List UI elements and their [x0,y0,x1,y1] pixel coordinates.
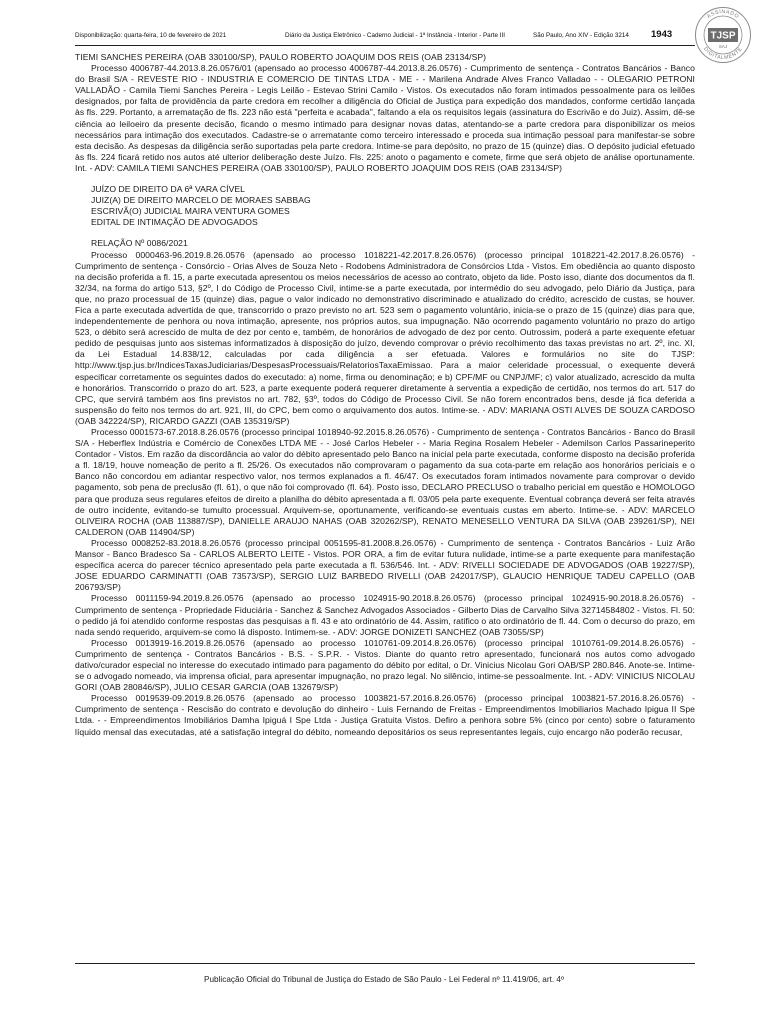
header-edition: São Paulo, Ano XIV - Edição 3214 [533,32,629,39]
svg-text:DIGITALMENTE: DIGITALMENTE [702,46,744,62]
svg-text:SAJ: SAJ [718,44,728,49]
header-journal: Diário da Justiça Eletrônico - Caderno Judicial - 1ª Instância - Interior - Parte III [285,32,506,39]
relacao-number: RELAÇÃO Nº 0086/2021 [91,238,188,249]
header-date: Disponibilização: quarta-feira, 10 de fevereiro de 2021 [75,32,227,39]
page-footer: Publicação Oficial do Tribunal de Justiça do Estado de São Paulo - Lei Federal nº 11.419/06, art. 4º [204,975,564,984]
process-entry: Processo 0013919-16.2019.8.26.0576 (apensado ao processo 1010761-09.2014.8.26.0576) (processo principal 1010761-09.2014.8.26.0576) - Cumprimento de sentença - Contratos Bancários - B.S. - S.P.R. - Vistos. Diante do quanto retro apresentado, funcionará nos autos como advogado dativo/curador especial no interesse do executado intimado para pagamento do débito por edital, o Dr. Vinicius Nicolau Gori OAB/SP 280.846. Anote-se. Intime-se o advogado nomeado, via imprensa oficial, para apresentar impugnação, no prazo legal. No silêncio, intime-se pessoalmente. Int. - ADV: VINICIUS NICOLAU GORI (OAB 280846/SP), JULIO CESAR GARCIA (OAB 132679/SP) [75,637,695,693]
document-body [75,52,695,957]
court-name: JUÍZO DE DIREITO DA 6ª VARA CÍVEL [91,184,245,195]
svg-text:ASSINADO: ASSINADO [706,8,740,21]
process-entry: Processo 0008252-83.2018.8.26.0576 (processo principal 0051595-81.2008.8.26.0576) - Cumprimento de sentença - Contratos Bancários - Luiz Arão Mansor - Banco Bradesco Sa - CARLOS ALBERTO LEITE - Vistos. POR ORA, a fim de evitar futura nulidade, intime-se a parte exequente para manifestação específica acerca do parecer técnico apresentado pela parte executada a fl. 536/546. Int. - ADV: RIVELLI SOCIEDADE DE ADVOGADOS (OAB 19227/SP), JOSE EDUARDO CARMINATTI (OAB 73573/SP), SERGIO LUIZ BARBEDO RIVELLI (OAB 242017/SP), GLAUCIO HENRIQUE TADEU CAPELLO (OAB 206793/SP) [75,537,695,593]
page-number: 1943 [651,29,673,40]
process-entry: Processo 0001573-67.2018.8.26.0576 (processo principal 1018940-92.2015.8.26.0576) - Cumprimento de sentença - Contratos Bancários - Banco do Brasil S/A - Heberflex Indústria e Comércio de Conexões LTDA ME - - José Carlos Hebeler - - Maria Regina Rosalem Hebeler - Ademilson Carlos Passarineperito Contador - Vistos. Em razão da discordância ao valor do débito apresentado pelo Banco na inicial pela parte executada, conforme disposto na decisão proferida a fl. 18/19, houve nomeação de perito a fl. 25/26. Os executados não comprovaram o pagamento da sua cota-parte em relação aos honorários periciais e o Banco não concordou em adiantar respectivo valor, nos termos explanados a fl. 46/47. Os executados foram intimados novamente para comprovar o devido pagamento, sob pena de preclusão (fl. 61), o que não foi comprovado (fl. 64). Posto isso, DECLARO PRECLUSO o trabalho pericial em questão e HOMOLOGO para que produza seus regulares efeitos de direito a planilha do débito apresentada a fl. 03/05 pela parte exequente. Eventual cobrança deverá ser feita através de outro incidente, evitando-se tumulto processual. Arquivem-se, oportunamente, verificando-se eventuais custas em aberto. Intime-se. - ADV: MARCELO OLIVEIRA ROCHA (OAB 113887/SP), DANIELLE ARAUJO NAHAS (OAB 320262/SP), RENATO MENESELLO VENTURA DA SILVA (OAB 239261/SP), NEI CALDERON (OAB 114904/SP) [75,427,695,537]
digital-signature-seal-icon [694,6,752,64]
clerk-name: ESCRIVÃ(O) JUDICIAL MAIRA VENTURA GOMES [91,206,290,217]
edict-title: EDITAL DE INTIMAÇÃO DE ADVOGADOS [91,217,258,228]
process-entry: Processo 0019539-09.2019.8.26.0576 (apensado ao processo 1003821-57.2016.8.26.0576) (processo principal 1003821-57.2016.8.26.0576) - Cumprimento de sentença - Rescisão do contrato e devolução do dinheiro - Luis Fernando de Freitas - Empreendimentos Imobiliarios Machado Ipigua II Spe Ltda. - - Empreendimentos Imobiliários Damha Ipiguá I Spe Ltda - Justiça Gratuita Vistos. Defiro a penhora sobre 5% (cinco por cento) sobre o faturamento líquido mensal das executadas, até a satisfação integral do débito, nomeando depositários os seus representantes legais, cujo encargo não poderão recusar, [75,693,695,737]
previous-advogados-line: TIEMI SANCHES PEREIRA (OAB 330100/SP), PAULO ROBERTO JOAQUIM DOS REIS (OAB 23134/SP) [75,52,487,62]
process-entry: Processo 0011159-94.2019.8.26.0576 (apensado ao processo 1024915-90.2018.8.26.0576) (processo principal 1024915-90.2018.8.26.0576) - Cumprimento de sentença - Propriedade Fiduciária - Sanchez & Sanchez Advogados Associados - Gilberto Dias de Carvalho Silva 32714584802 - Vistos. Fl. 50: o pedido já foi atendido conforme respostas das pesquisas a fl. 43 e ato ordinatório de 44. Assim, ratifico o ato ordinatório de fl. 44. Com o decurso do prazo, em nada sendo requerido, arquivem-se como lá disposto. Intimem-se. - ADV: JORGE DONIZETI SANCHEZ (OAB 73055/SP) [75,593,695,637]
process-entry: Processo 4006787-44.2013.8.26.0576/01 (apensado ao processo 4006787-44.2013.8.26.0576) - Cumprimento de sentença - Contratos Bancários - Banco do Brasil S/A - REVESTE RIO - INDUSTRIA E COMERCIO DE TINTAS LTDA - ME - - Marilena Andrade Alves Franco Valladao - - OLEGARIO PETRONI VALLADÃO - Camila Tiemi Sanches Pereira - Legis Leilão - Estevao Strini Camilo - Vistos. Os executados não foram intimados pessoalmente para os leilões designados, por falta de providência da parte credora em recolher a diligência do Oficial de Justiça para expedição dos mandados, conforme certidão lançada às fls. 229. Portanto, a arrematação de fls. 223 não está "perfeita e acabada", faltando a ela os requisitos legais (assinatura do Escrivão e do Juiz). Assim, dê-se ciência ao leiloeiro da presente decisão, ficando o mesmo intimado para designar novas datas, atentando-se a parte credora para disponibilizar os meios necessários para intimação dos executados. Cadastre-se o arrematante como terceiro interessado e proceda sua intimação pessoal para manifestar-se sobre esta decisão. As despesas da diligência serão suportadas pela parte credora. Intime-se para depósito, no prazo de 15 (quinze) dias. O depósito judicial efetuado às fls. 224 ficará retido nos autos até ulterior deliberação deste Juízo. Fls. 225: anoto o pagamento e comete, firme que será objeto de análise oportunamente. Int. - ADV: CAMILA TIEMI SANCHES PEREIRA (OAB 330100/SP), PAULO ROBERTO JOAQUIM DOS REIS (OAB 23134/SP) [75,63,695,173]
footer-divider [75,963,695,964]
page-header [75,28,695,42]
header-divider [75,45,695,46]
svg-text:TJSP: TJSP [710,30,736,42]
process-entry: Processo 0000463-96.2019.8.26.0576 (apensado ao processo 1018221-42.2017.8.26.0576) (processo principal 1018221-42.2017.8.26.0576) - Cumprimento de sentença - Consórcio - Orias Alves de Souza Neto - Rodobens Administradora de Consórcios Ltda - Vistos. Em obediência ao quanto disposto na decisão proferida a fl. 15, a parte executada apresentou os meios necessários de acesso ao contrato, objeto da lide. Posto isso, diante dos documentos da fl. 32/34, na forma do artigo 513, §2º, I do Código de Processo Civil, intime-se a parte executada, por intermédio do seu advogado, pelo Diário da Justiça, para que, no prazo processual de 15 (quinze) dias, pague o valor indicado no demonstrativo discriminado e atualizado do crédito, acrescido de custas, se houver. Fica a parte executada advertida de que, transcorrido o prazo previsto no art. 523 sem o pagamento voluntário, inicia-se o prazo de 15 (quinze) dias para que, independentemente de penhora ou nova intimação, apresente, nos próprios autos, sua impugnação. Não ocorrendo pagamento voluntário no prazo do artigo 523, o débito será acrescido de multa de dez por cento e, também, de honorários de advogado de dez por cento. Outrossim, poderá a parte exequente efetuar pedido de pesquisas junto aos sistemas informatizados à disposição do juízo, devendo comprovar o prévio recolhimento das taxas previstas no art. 2º, inc. XI, da Lei Estadual 14.838/12, calculadas por cada diligência a ser efetuada. Valores e formulários no site do TJSP: http://www.tjsp.jus.br/IndicesTaxasJudiciarias/DespesasProcessuais/RelatoriosTaxaEmissao. Para a maior celeridade processual, o exequente deverá especificar corretamente os seguintes dados do executado: a) nome, firma ou denominação; e b) CPF/MF ou CNPJ/MF; c) valor atualizado, acrescido da multa e honorários. Transcorrido o prazo do art. 523, a parte exequente poderá requerer diretamente à serventia a expedição de certidão, nos termos do art. 517 do CPC, que servirá também aos fins previstos no art. 782, §3º, todos do Código de Processo Civil. Se não forem encontrados bens, desde já fica deferida a suspensão do feito nos termos do art. 921, III, do CPC, bem como o arquivamento dos autos. Intime-se. - ADV: MARIANA OSTI ALVES DE SOUZA CARDOSO (OAB 342224/SP), RICARDO GAZZI (OAB 135319/SP) [75,249,695,426]
judge-name: JUIZ(A) DE DIREITO MARCELO DE MORAES SABBAG [91,195,311,206]
